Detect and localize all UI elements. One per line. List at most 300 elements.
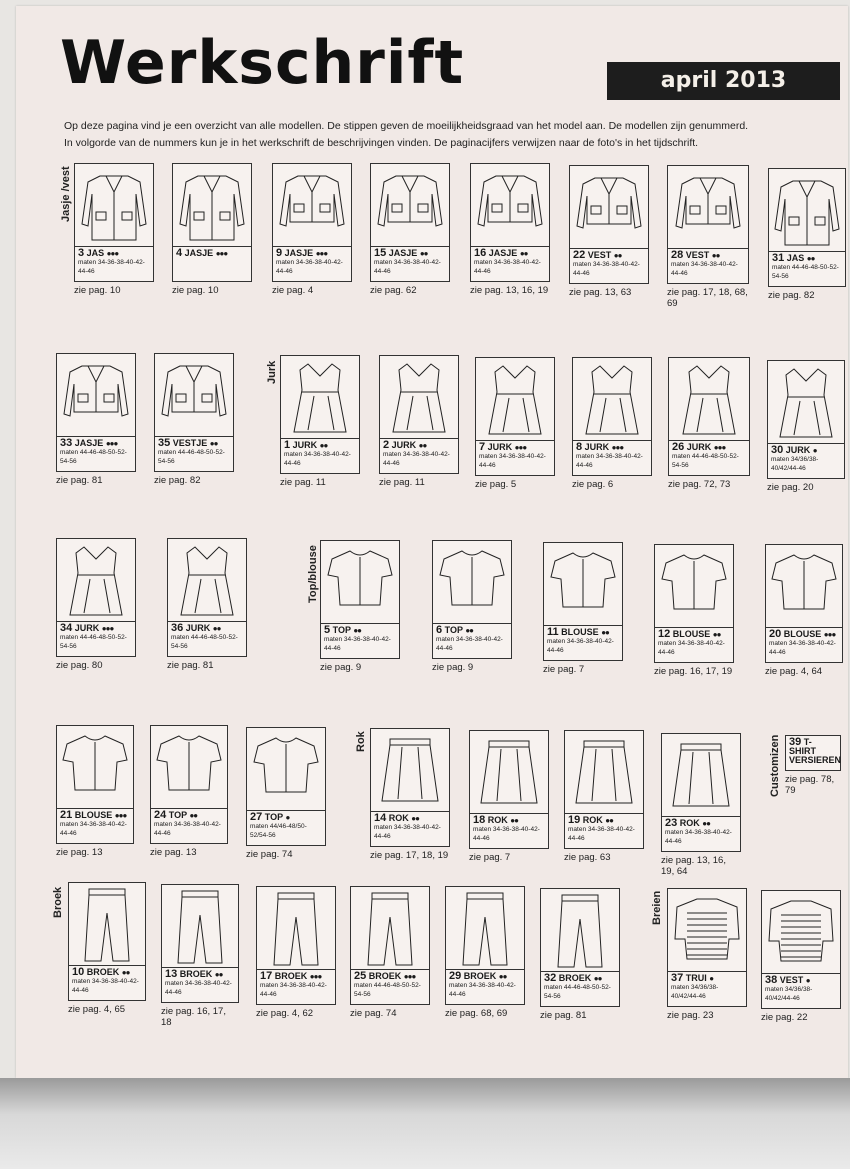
- model-name: [72, 968, 142, 977]
- model-number: 13: [165, 968, 178, 980]
- model-info: [272, 247, 352, 282]
- pattern-item-37: [667, 888, 747, 1021]
- model-sizes: maten 34-36-38-40-42-44-46: [324, 636, 391, 652]
- model-sizes: maten 34-36-38-40-42-44-46: [78, 259, 145, 275]
- sketch-box: [564, 730, 644, 814]
- model-type: BROEK: [86, 967, 120, 977]
- pattern-item-15: [370, 163, 450, 296]
- difficulty-dots: ●●●: [713, 443, 726, 452]
- page-reference: zie pag. 9: [432, 662, 474, 673]
- pattern-item-32: [540, 888, 620, 1021]
- pattern-item-11: [543, 542, 623, 675]
- pattern-item-16: [470, 163, 550, 296]
- difficulty-dots: ●●: [712, 630, 721, 639]
- model-sizes: maten 34-36-38-40-42-44-46: [284, 451, 351, 467]
- category-breien: Breien: [651, 890, 663, 925]
- model-sizes: maten 34-36-38-40-42-44-46: [374, 824, 441, 840]
- page-reference: zie pag. 10: [74, 285, 121, 296]
- sketch-box: [167, 538, 247, 622]
- model-name: [324, 626, 396, 635]
- sketch-box: [280, 355, 360, 439]
- pattern-item-9: [272, 163, 352, 296]
- garment-sketch-icon: [380, 356, 458, 438]
- difficulty-dots: ●●: [593, 974, 602, 983]
- model-sizes: maten 34-36-38-40-42-44-46: [383, 451, 450, 467]
- model-info: [667, 249, 749, 284]
- model-name: [260, 972, 332, 981]
- page-reference: zie pag. 6: [572, 479, 614, 490]
- difficulty-dots: ●●: [189, 811, 198, 820]
- model-name: [165, 970, 235, 979]
- model-number: 9: [276, 247, 283, 259]
- sketch-box: [74, 163, 154, 247]
- page-reference: zie pag. 5: [475, 479, 517, 490]
- page-reference: zie pag. 13: [150, 847, 197, 858]
- model-sizes: maten 34-36-38-40-42-44-46: [568, 826, 635, 842]
- model-name: [771, 446, 841, 455]
- model-sizes: maten 34-36-38-40-42-44-46: [658, 640, 725, 656]
- model-sizes: maten 44-46-48-50-52-54-56: [158, 449, 225, 465]
- category-jurk: Jurk: [266, 360, 278, 384]
- garment-sketch-icon: [273, 164, 351, 246]
- sketch-box: [767, 360, 845, 444]
- model-type: BROEK: [368, 971, 402, 981]
- model-name: [250, 813, 322, 822]
- page-reference: zie pag. 74: [246, 849, 293, 860]
- model-number: 5: [324, 624, 331, 636]
- model-number: 20: [769, 628, 782, 640]
- page-reference: zie pag. 23: [667, 1010, 714, 1021]
- garment-sketch-icon: [162, 885, 238, 967]
- model-type: JURK: [584, 442, 610, 452]
- model-type: ROK: [679, 818, 700, 828]
- difficulty-dots: ●●: [711, 251, 720, 260]
- garment-sketch-icon: [57, 539, 135, 621]
- difficulty-dots: ●●: [613, 251, 622, 260]
- pattern-item-12: [654, 544, 734, 677]
- difficulty-dots: ●●●: [106, 249, 119, 258]
- garment-sketch-icon: [662, 734, 740, 816]
- model-number: 26: [672, 441, 685, 453]
- model-number: 7: [479, 441, 486, 453]
- pattern-item-22: [569, 165, 649, 298]
- page-reference: zie pag. 72, 73: [668, 479, 731, 490]
- page-reference: zie pag. 9: [320, 662, 362, 673]
- pattern-item-7: [475, 357, 555, 490]
- model-type: ROK: [487, 815, 508, 825]
- page-reference: zie pag. 7: [469, 852, 511, 863]
- sketch-box: [56, 538, 136, 622]
- difficulty-dots: ●●●: [309, 972, 322, 981]
- difficulty-dots: ●●: [601, 628, 609, 637]
- model-info: [56, 437, 136, 472]
- model-type: BROEK: [179, 969, 213, 979]
- difficulty-dots: ●●●: [105, 439, 118, 448]
- page-reference: zie pag. 20: [767, 482, 814, 493]
- model-number: 29: [449, 970, 462, 982]
- garment-sketch-icon: [565, 731, 643, 813]
- model-type: BLOUSE: [561, 627, 599, 637]
- model-number: 3: [78, 247, 85, 259]
- model-info: [432, 624, 512, 659]
- model-type: VESTJE: [172, 438, 208, 448]
- model-type: TOP: [332, 625, 351, 635]
- model-type: JAS: [786, 253, 805, 263]
- model-sizes: maten 34-36-38-40-42-44-46: [473, 826, 540, 842]
- garment-sketch-icon: [766, 545, 842, 627]
- page-reference: zie pag. 74: [350, 1008, 397, 1019]
- model-info: [56, 622, 136, 657]
- sketch-box: [172, 163, 252, 247]
- model-type: BROEK: [463, 971, 497, 981]
- garment-sketch-icon: [173, 164, 251, 246]
- model-number: 38: [765, 974, 778, 986]
- model-type: VEST: [587, 250, 612, 260]
- model-name: [658, 630, 730, 639]
- difficulty-dots: ●●: [702, 819, 710, 828]
- difficulty-dots: ●: [805, 976, 810, 985]
- model-sizes: maten 44-46-48-50-52-54-56: [672, 453, 739, 469]
- model-sizes: maten 34-36-38-40-42-44-46: [72, 978, 139, 994]
- page-reference: zie pag. 82: [768, 290, 815, 301]
- pattern-item-5: [320, 540, 400, 673]
- garment-sketch-icon: [446, 887, 524, 969]
- model-sizes: maten 34-36-38-40-42-44-46: [165, 980, 232, 996]
- page-reference: zie pag. 68, 69: [445, 1008, 508, 1019]
- difficulty-dots: ●●: [418, 441, 427, 450]
- model-type: JASJE: [74, 438, 104, 448]
- sketch-box: [667, 888, 747, 972]
- model-info: [154, 437, 234, 472]
- model-name: [474, 249, 546, 258]
- garment-sketch-icon: [281, 356, 359, 438]
- pattern-item-1: [280, 355, 360, 488]
- pattern-item-31: [768, 168, 846, 301]
- model-number: 33: [60, 437, 73, 449]
- garment-sketch-icon: [544, 543, 622, 625]
- garment-sketch-icon: [669, 358, 749, 440]
- garment-sketch-icon: [168, 539, 246, 621]
- difficulty-dots: ●●: [519, 249, 528, 258]
- difficulty-dots: ●●: [498, 972, 507, 981]
- model-sizes: maten 44-46-48-50-52-54-56: [772, 264, 839, 280]
- garment-sketch-icon: [257, 887, 335, 969]
- difficulty-dots: ●●: [465, 626, 474, 635]
- model-type: TOP: [168, 810, 187, 820]
- page-title: Werkschrift: [60, 28, 465, 98]
- page-reference: zie pag. 81: [167, 660, 214, 671]
- sketch-box: [150, 725, 228, 809]
- page-reference: zie pag. 11: [280, 477, 326, 488]
- sketch-box: [569, 165, 649, 249]
- pattern-item-25: [350, 886, 430, 1019]
- model-name: [276, 249, 348, 258]
- model-number: 23: [665, 817, 678, 829]
- garment-sketch-icon: [573, 358, 651, 440]
- model-type: JAS: [86, 248, 105, 258]
- model-sizes: maten 34-36-38-40-42-44-46: [479, 453, 546, 469]
- model-number: 27: [250, 811, 263, 823]
- model-name: [78, 249, 150, 258]
- category-customizen: Customizen: [769, 734, 781, 797]
- model-name: [576, 443, 648, 452]
- garment-sketch-icon: [768, 361, 844, 443]
- model-type: JASJE: [388, 248, 418, 258]
- model-number: 28: [671, 249, 684, 261]
- model-info: [379, 439, 459, 474]
- model-type: JASJE: [488, 248, 518, 258]
- model-number: 1: [284, 439, 291, 451]
- model-number: 14: [374, 812, 387, 824]
- difficulty-dots: ●●●: [315, 249, 328, 258]
- sketch-box: [768, 168, 846, 252]
- page-reference: zie pag. 4: [272, 285, 314, 296]
- scan-background: [0, 1078, 850, 1169]
- garment-sketch-icon: [471, 164, 549, 246]
- garment-sketch-icon: [321, 541, 399, 623]
- model-sizes: maten 34-36-38-40-42-44-46: [374, 259, 441, 275]
- model-number: 34: [60, 622, 73, 634]
- garment-sketch-icon: [57, 726, 133, 808]
- model-sizes: maten 34-36-38-40-42-44-46: [449, 982, 516, 998]
- model-name: [284, 441, 356, 450]
- sketch-box: [543, 542, 623, 626]
- category-jasje-vest: Jasje /vest: [60, 166, 72, 222]
- difficulty-dots: ●●: [214, 970, 223, 979]
- sketch-box: [668, 357, 750, 441]
- model-number: 11: [547, 626, 559, 638]
- pattern-item-35: [154, 353, 234, 486]
- model-sizes: maten 34-36-38-40-42-44-46: [436, 636, 503, 652]
- model-type: VEST: [779, 975, 804, 985]
- garment-sketch-icon: [769, 169, 845, 251]
- intro-line-1: Op deze pagina vind je een overzicht van alle modellen. De stippen geven de moeilijkheidsgraad van het model aan. De modellen zijn genummerd.: [64, 120, 749, 132]
- model-info: [543, 626, 623, 661]
- difficulty-dots: ●●●: [514, 443, 527, 452]
- model-name: [60, 439, 132, 448]
- model-number: 18: [473, 814, 486, 826]
- pattern-item-19: [564, 730, 644, 863]
- page-reference: zie pag. 82: [154, 475, 201, 486]
- model-type: JURK: [785, 445, 811, 455]
- model-info: [767, 444, 845, 479]
- sketch-box: [572, 357, 652, 441]
- pattern-item-14: [370, 728, 450, 861]
- pattern-item-33: [56, 353, 136, 486]
- pattern-item-34: [56, 538, 136, 671]
- garment-sketch-icon: [433, 541, 511, 623]
- garment-sketch-icon: [470, 731, 548, 813]
- difficulty-dots: ●●●: [215, 249, 228, 258]
- page-reference: zie pag. 13, 16, 19, 64: [661, 855, 726, 877]
- model-number: 10: [72, 966, 85, 978]
- model-type: JURK: [292, 440, 318, 450]
- model-type: TRUI: [685, 973, 707, 983]
- model-info: [569, 249, 649, 284]
- page-reference: zie pag. 78, 79: [785, 774, 835, 796]
- model-type: JURK: [487, 442, 513, 452]
- garment-sketch-icon: [75, 164, 153, 246]
- model-info: [370, 247, 450, 282]
- sketch-box: [469, 730, 549, 814]
- model-sizes: maten 44-46-48-50-52-54-56: [544, 984, 611, 1000]
- model-number: 6: [436, 624, 443, 636]
- model-type: JASJE: [184, 248, 214, 258]
- model-name: [671, 974, 743, 983]
- model-name: [672, 443, 746, 452]
- model-info: [785, 735, 841, 771]
- page-reference: zie pag. 16, 17, 18: [161, 1006, 226, 1028]
- garment-sketch-icon: [668, 166, 748, 248]
- difficulty-dots: ●●: [353, 626, 362, 635]
- difficulty-dots: ●: [709, 974, 714, 983]
- model-type: JURK: [391, 440, 417, 450]
- model-number: 30: [771, 444, 784, 456]
- model-name: [769, 630, 839, 639]
- sketch-box: [56, 353, 136, 437]
- model-info: [661, 817, 741, 852]
- difficulty-dots: ●●: [209, 439, 218, 448]
- pattern-item-29: [445, 886, 525, 1019]
- sketch-box: [475, 357, 555, 441]
- model-name: [158, 439, 230, 448]
- difficulty-dots: ●●●: [403, 972, 416, 981]
- difficulty-dots: ●●: [411, 814, 419, 823]
- model-sizes: maten 34/36/38-40/42/44-46: [671, 984, 719, 1000]
- page-reference: zie pag. 80: [56, 660, 103, 671]
- model-sizes: maten 34-36-38-40-42-44-46: [276, 259, 343, 275]
- model-sizes: maten 34-36-38-40-42-44-46: [547, 638, 614, 654]
- pattern-item-39: [785, 735, 841, 796]
- model-info: [320, 624, 400, 659]
- model-type: BROEK: [558, 973, 592, 983]
- category-rok: Rok: [355, 731, 367, 752]
- pattern-item-18: [469, 730, 549, 863]
- model-info: [280, 439, 360, 474]
- difficulty-dots: ●●: [121, 968, 130, 977]
- model-name: [789, 736, 842, 765]
- model-name: [354, 972, 426, 981]
- sketch-box: [256, 886, 336, 970]
- difficulty-dots: ●●: [605, 816, 613, 825]
- issue-date: april 2013: [607, 62, 840, 100]
- pattern-item-4: [172, 163, 252, 296]
- difficulty-dots: ●●●: [611, 443, 624, 452]
- model-name: [171, 624, 243, 633]
- sketch-box: [667, 165, 749, 249]
- pattern-item-30: [767, 360, 845, 493]
- model-sizes: maten 34-36-38-40-42-44-46: [769, 640, 836, 656]
- sketch-box: [761, 890, 841, 974]
- page-reference: zie pag. 4, 65: [68, 1004, 126, 1015]
- sketch-box: [246, 727, 326, 811]
- model-name: [449, 972, 521, 981]
- difficulty-dots: ●: [285, 813, 290, 822]
- page-reference: zie pag. 17, 18, 19: [370, 850, 449, 861]
- pattern-item-36: [167, 538, 247, 671]
- model-info: [370, 812, 450, 847]
- model-info: [470, 247, 550, 282]
- model-info: [74, 247, 154, 282]
- page-reference: zie pag. 17, 18, 68, 69: [667, 287, 748, 309]
- model-info: [246, 811, 326, 846]
- model-info: [172, 247, 252, 282]
- model-name: [374, 814, 446, 823]
- model-number: 19: [568, 814, 581, 826]
- difficulty-dots: ●●●: [823, 630, 836, 639]
- page-reference: zie pag. 81: [56, 475, 103, 486]
- model-type: ROK: [582, 815, 603, 825]
- garment-sketch-icon: [541, 889, 619, 971]
- model-number: 32: [544, 972, 557, 984]
- sketch-box: [320, 540, 400, 624]
- model-info: [667, 972, 747, 1007]
- garment-sketch-icon: [476, 358, 554, 440]
- intro-line-2: In volgorde van de nummers kun je in het werkschrift de beschrijvingen vinden. De paginacijfers verwijzen naar de foto's in het tijdschrift.: [64, 137, 699, 149]
- sketch-box: [654, 544, 734, 628]
- difficulty-dots: ●: [812, 446, 817, 455]
- difficulty-dots: ●●: [212, 624, 221, 633]
- page-reference: zie pag. 13, 16, 19: [470, 285, 549, 296]
- model-type: JASJE: [284, 248, 314, 258]
- model-name: [436, 626, 508, 635]
- model-info: [161, 968, 239, 1003]
- model-sizes: maten 34-36-38-40-42-44-46: [260, 982, 327, 998]
- model-number: 39: [789, 736, 802, 748]
- model-info: [540, 972, 620, 1007]
- category-top-blouse: Top/blouse: [307, 545, 319, 603]
- model-sizes: maten 34-36-38-40-42-44-46: [154, 821, 221, 837]
- model-name: [176, 249, 248, 258]
- model-number: 24: [154, 809, 167, 821]
- model-type: T-SHIRT VERSIEREN: [789, 737, 842, 765]
- sketch-box: [272, 163, 352, 247]
- page-reference: zie pag. 4, 62: [256, 1008, 314, 1019]
- garment-sketch-icon: [371, 164, 449, 246]
- sketch-box: [370, 728, 450, 812]
- pattern-item-8: [572, 357, 652, 490]
- model-info: [668, 441, 750, 476]
- model-info: [68, 966, 146, 1001]
- garment-sketch-icon: [69, 883, 145, 965]
- model-sizes: maten 34-36-38-40-42-44-46: [576, 453, 643, 469]
- pattern-item-26: [668, 357, 750, 490]
- model-sizes: maten 34/36/38-40/42/44-46: [765, 986, 813, 1002]
- model-number: 22: [573, 249, 586, 261]
- model-number: 17: [260, 970, 273, 982]
- garment-sketch-icon: [570, 166, 648, 248]
- model-info: [350, 970, 430, 1005]
- difficulty-dots: ●●: [806, 254, 815, 263]
- model-number: 36: [171, 622, 184, 634]
- model-info: [150, 809, 228, 844]
- sketch-box: [350, 886, 430, 970]
- category-broek: Broek: [52, 886, 64, 918]
- sketch-box: [379, 355, 459, 439]
- model-sizes: maten 34-36-38-40-42-44-46: [573, 261, 640, 277]
- model-sizes: maten 34-36-38-40-42-44-46: [671, 261, 738, 277]
- pattern-item-3: [74, 163, 154, 296]
- sketch-box: [540, 888, 620, 972]
- model-info: [654, 628, 734, 663]
- page-reference: zie pag. 7: [543, 664, 585, 675]
- model-name: [383, 441, 455, 450]
- model-name: [772, 254, 842, 263]
- model-name: [154, 811, 224, 820]
- model-name: [765, 976, 837, 985]
- page-reference: zie pag. 4, 64: [765, 666, 823, 677]
- pattern-item-28: [667, 165, 749, 309]
